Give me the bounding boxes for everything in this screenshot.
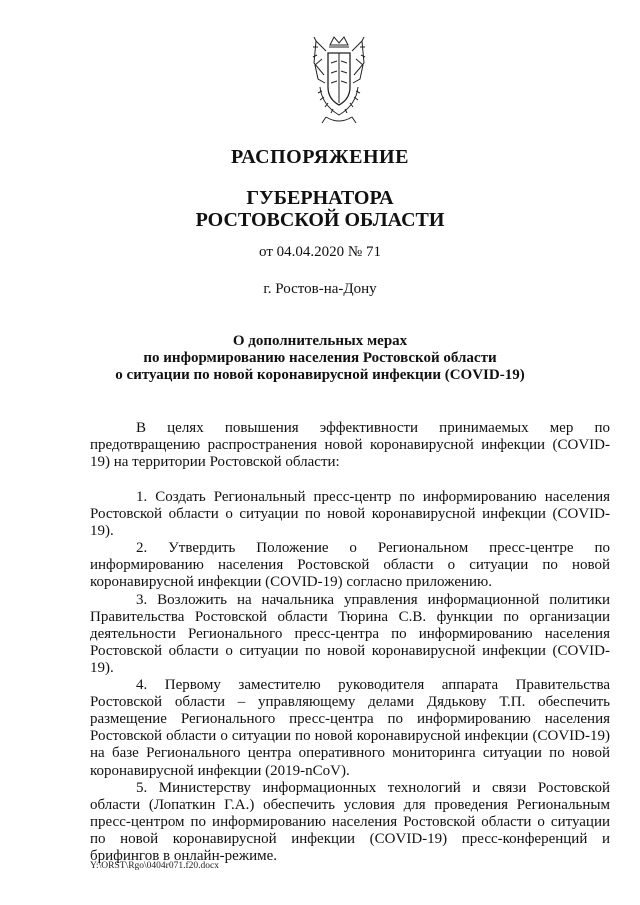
order-item-5: 5. Министерству информационных технологий и связи Ростовской области (Лопаткин Г.А.) обеспечить условия для проведения Региональным пресс-центром по информированию населения Ростовской области о ситуации по новой коронавирусной инфекции (COVID-19) пресс-конференций и брифингов в онлайн-режиме.: [90, 779, 610, 864]
order-item-1: 1. Создать Региональный пресс-центр по информированию населения Ростовской области о ситуации по новой коронавирусной инфекции (COVID-19).: [90, 489, 610, 540]
subject-line-2: по информированию населения Ростовской области: [143, 350, 497, 366]
document-type-title: РАСПОРЯЖЕНИЕ: [231, 146, 409, 168]
subject-line-1: О дополнительных мерах: [232, 333, 408, 349]
intro-paragraph: В целях повышения эффективности принимаемых мер по предотвращению распространения новой коронавирусной инфекции (COVID-19) на территории Ростовской области:: [90, 420, 610, 471]
order-item-2: 2. Утвердить Положение о Региональном пресс-центре по информированию населения Ростовской области о ситуации по новой коронавирусной инфекции (COVID-19) согласно приложению.: [90, 540, 610, 591]
subject-line-3: о ситуации по новой коронавирусной инфекции (COVID-19): [115, 367, 525, 383]
coat-of-arms-icon: [312, 35, 366, 127]
order-items: [90, 489, 610, 865]
document-date-number: от 04.04.2020 № 71: [259, 244, 381, 260]
issuer-title-line1: ГУБЕРНАТОРА: [246, 187, 394, 209]
file-path-footer: Y:\ORST\Rgo\0404r071.f20.docx: [90, 861, 219, 871]
intro-paragraph-block: [90, 420, 610, 471]
issuer-title-line2: РОСТОВСКОЙ ОБЛАСТИ: [195, 209, 445, 231]
order-item-4: 4. Первому заместителю руководителя аппарата Правительства Ростовской области – управляющему делами Дядькову Т.П. обеспечить размещение Регионального пресс-центра по информированию населения Ростовской области о ситуации по новой коронавирусной инфекции (COVID-19) на базе Регионального центра оперативного мониторинга ситуации по новой коронавирусной инфекции (2019-nCoV).: [90, 677, 610, 779]
document-city: г. Ростов-на-Дону: [263, 281, 377, 297]
order-item-3: 3. Возложить на начальника управления информационной политики Правительства Ростовской области Тюрина С.В. функции по организации деятельности Регионального пресс-центра по информированию населения Ростовской области о ситуации по новой коронавирусной инфекции (COVID-19).: [90, 591, 610, 676]
